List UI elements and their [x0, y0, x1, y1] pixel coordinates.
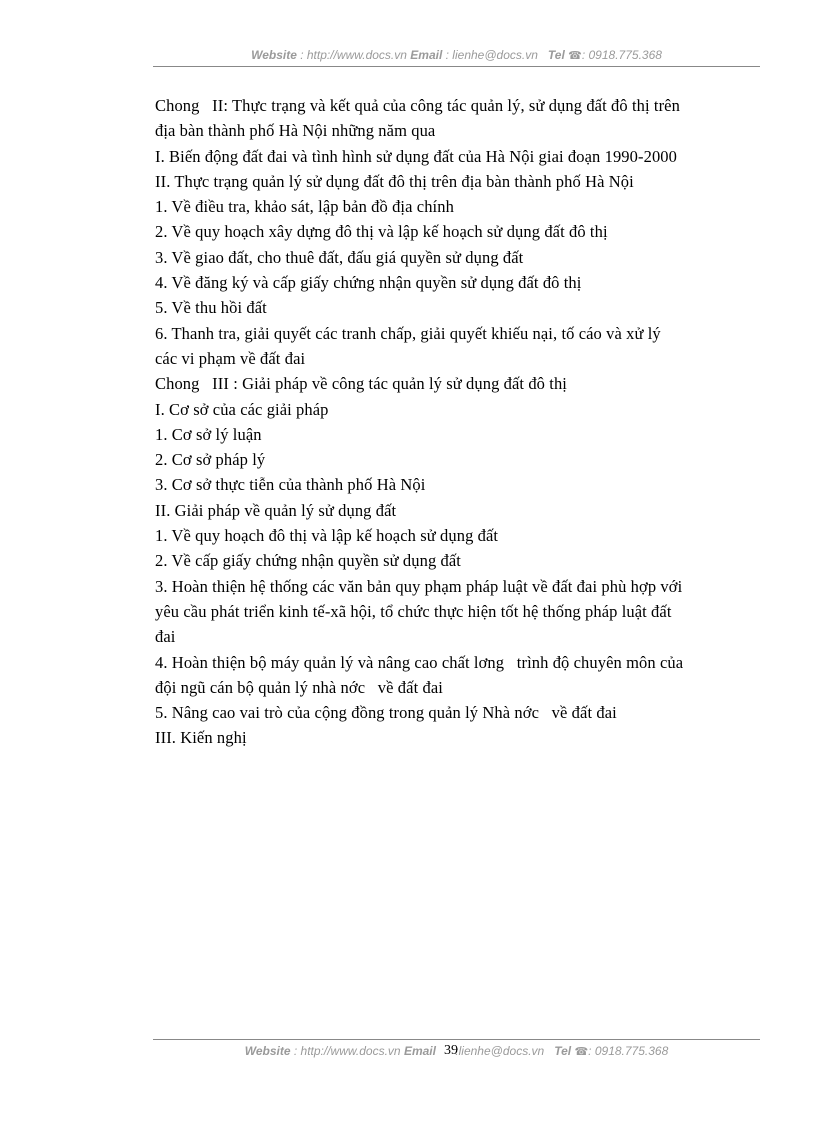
toc-line: 3. Cơ sở thực tiễn của thành phố Hà Nội	[155, 475, 426, 495]
toc-line: 1. Về quy hoạch đô thị và lập kế hoạch sử dụng đất	[155, 526, 499, 546]
toc-line: địa bàn thành phố Hà Nội những năm qua	[155, 121, 436, 141]
toc-line: II. Thực trạng quản lý sử dụng đất đô thị trên địa bàn thành phố Hà Nội	[155, 171, 634, 191]
toc-line: 4. Hoàn thiện bộ máy quản lý và nâng cao chất lơng trình độ chuyên môn của	[155, 652, 684, 672]
header-divider	[153, 66, 760, 67]
toc-line: 3. Hoàn thiện hệ thống các văn bản quy phạm pháp luật về đất đai phù hợp với	[155, 576, 683, 596]
footer-website-value: : http://www.docs.vn	[293, 1044, 401, 1058]
toc-line: Chong II: Thực trạng và kết quả của công tác quản lý, sử dụng đất đô thị trên	[155, 96, 680, 115]
toc-line: đai	[155, 627, 176, 647]
toc-line: 1. Về điều tra, khảo sát, lập bản đồ địa chính	[155, 197, 454, 217]
toc-line: I. Cơ sở của các giải pháp	[155, 399, 329, 419]
page-number: 39	[444, 1043, 458, 1058]
toc-line: 2. Về quy hoạch xây dựng đô thị và lập kế hoạch sử dụng đất đô thị	[155, 222, 608, 242]
phone-icon: ☎	[574, 1046, 589, 1058]
toc-line: II. Giải pháp về quản lý sử dụng đất	[155, 500, 397, 520]
header-email-value: : lienhe@docs.vn	[445, 48, 538, 62]
footer-tel-value: : 0918.775.368	[588, 1044, 669, 1058]
toc-line: 5. Về thu hồi đất	[155, 298, 267, 318]
toc-line: 1. Cơ sở lý luận	[155, 424, 262, 444]
header-website-value: : http://www.docs.vn	[300, 48, 407, 62]
toc-line: các vi phạm về đất đai	[155, 348, 306, 368]
toc-line: 2. Về cấp giấy chứng nhận quyền sử dụng đất	[155, 551, 461, 571]
toc-line: Chong III : Giải pháp về công tác quản lý sử dụng đất đô thị	[155, 374, 567, 394]
header-website-label: Website	[251, 48, 297, 62]
toc-line: 4. Về đăng ký và cấp giấy chứng nhận quyền sử dụng đất đô thị	[155, 273, 582, 293]
toc-line: 3. Về giao đất, cho thuê đất, đấu giá quyền sử dụng đất	[155, 247, 524, 267]
toc-line: 5. Nâng cao vai trò của cộng đồng trong quản lý Nhà nớc về đất đai	[155, 703, 617, 723]
toc-line: yêu cầu phát triển kinh tế-xã hội, tổ chức thực hiện tốt hệ thống pháp luật đất	[155, 601, 672, 621]
toc-line: đội ngũ cán bộ quản lý nhà nớc về đất đai	[155, 677, 443, 697]
footer-website-label: Website	[244, 1044, 291, 1058]
header-tel-label: Tel	[547, 48, 565, 62]
table-of-contents	[155, 93, 760, 751]
footer-email-value: :lienhe@docs.vn	[455, 1044, 545, 1058]
toc-line: III. Kiến nghị	[155, 728, 247, 748]
header-tel-value: : 0918.775.368	[581, 48, 662, 62]
toc-line: I. Biến động đất đai và tình hình sử dụng đất của Hà Nội giai đoạn 1990-2000	[155, 146, 677, 166]
page-header	[153, 48, 760, 68]
footer-divider	[153, 1039, 760, 1040]
toc-line: 2. Cơ sở pháp lý	[155, 450, 266, 470]
footer-email-label: Email	[403, 1044, 436, 1058]
footer-tel-label: Tel	[554, 1044, 572, 1058]
phone-icon: ☎	[568, 50, 582, 62]
header-email-label: Email	[410, 48, 443, 62]
toc-line: 6. Thanh tra, giải quyết các tranh chấp, giải quyết khiếu nại, tố cáo và xử lý	[155, 323, 661, 343]
